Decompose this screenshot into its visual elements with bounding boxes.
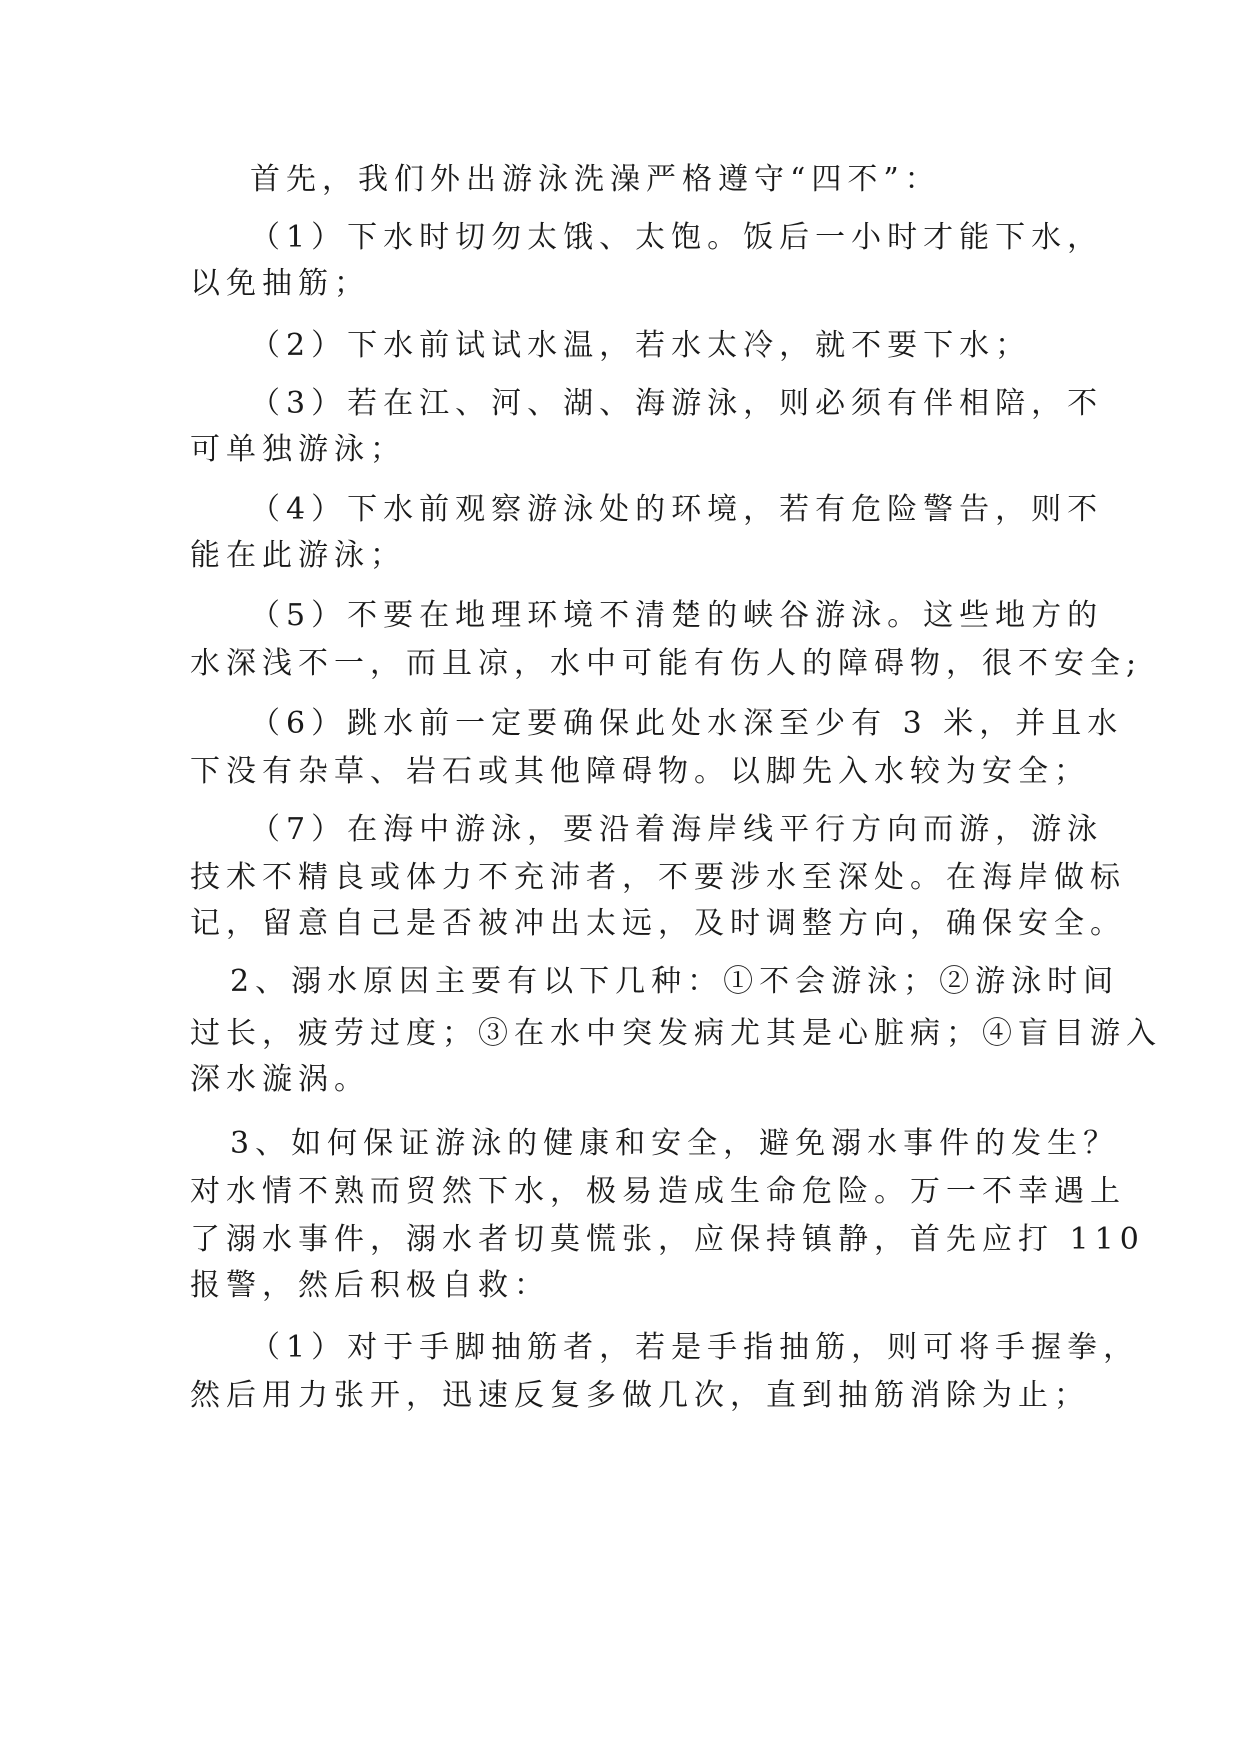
text-line: （1）对于手脚抽筋者，若是手指抽筋，则可将手握拳， <box>250 1330 1140 1365</box>
text-line: （7）在海中游泳，要沿着海岸线平行方向而游，游泳 <box>250 812 1104 847</box>
text-line: 水深浅不一，而且凉，水中可能有伤人的障碍物，很不安全; <box>190 646 1143 681</box>
text-line: （1）下水时切勿太饿、太饱。饭后一小时才能下水， <box>250 220 1104 255</box>
text-line: 然后用力张开，迅速反复多做几次，直到抽筋消除为止； <box>190 1378 1090 1413</box>
text-line: 过长，疲劳过度；③在水中突发病尤其是心脏病；④盲目游入 <box>190 1016 1162 1051</box>
text-line: （4）下水前观察游泳处的环境，若有危险警告，则不 <box>250 492 1104 527</box>
text-line: （2）下水前试试水温，若水太冷，就不要下水； <box>250 328 1032 363</box>
text-line: （3）若在江、河、湖、海游泳，则必须有伴相陪，不 <box>250 386 1104 421</box>
text-line: 以免抽筋； <box>190 266 370 301</box>
text-line: 下没有杂草、岩石或其他障碍物。以脚先入水较为安全； <box>190 754 1090 789</box>
text-line: （6）跳水前一定要确保此处水深至少有 3 米，并且水 <box>250 706 1124 741</box>
text-line: 可单独游泳； <box>190 432 406 467</box>
text-line: （5）不要在地理环境不清楚的峡谷游泳。这些地方的 <box>250 598 1104 633</box>
text-line: 了溺水事件，溺水者切莫慌张，应保持镇静，首先应打 110 <box>190 1222 1145 1257</box>
text-line: 2、溺水原因主要有以下几种：①不会游泳；②游泳时间 <box>230 964 1120 999</box>
text-line: 深水漩涡。 <box>190 1062 370 1097</box>
text-line: 报警，然后积极自救： <box>190 1268 550 1303</box>
text-line: 技术不精良或体力不充沛者，不要涉水至深处。在海岸做标 <box>190 860 1126 895</box>
text-line: 3、如何保证游泳的健康和安全，避免溺水事件的发生？ <box>230 1126 1120 1161</box>
text-line: 首先，我们外出游泳洗澡严格遵守“四不”： <box>250 162 941 197</box>
text-line: 对水情不熟而贸然下水，极易造成生命危险。万一不幸遇上 <box>190 1174 1126 1209</box>
text-line: 能在此游泳； <box>190 538 406 573</box>
text-line: 记，留意自己是否被冲出太远，及时调整方向，确保安全。 <box>190 906 1126 941</box>
